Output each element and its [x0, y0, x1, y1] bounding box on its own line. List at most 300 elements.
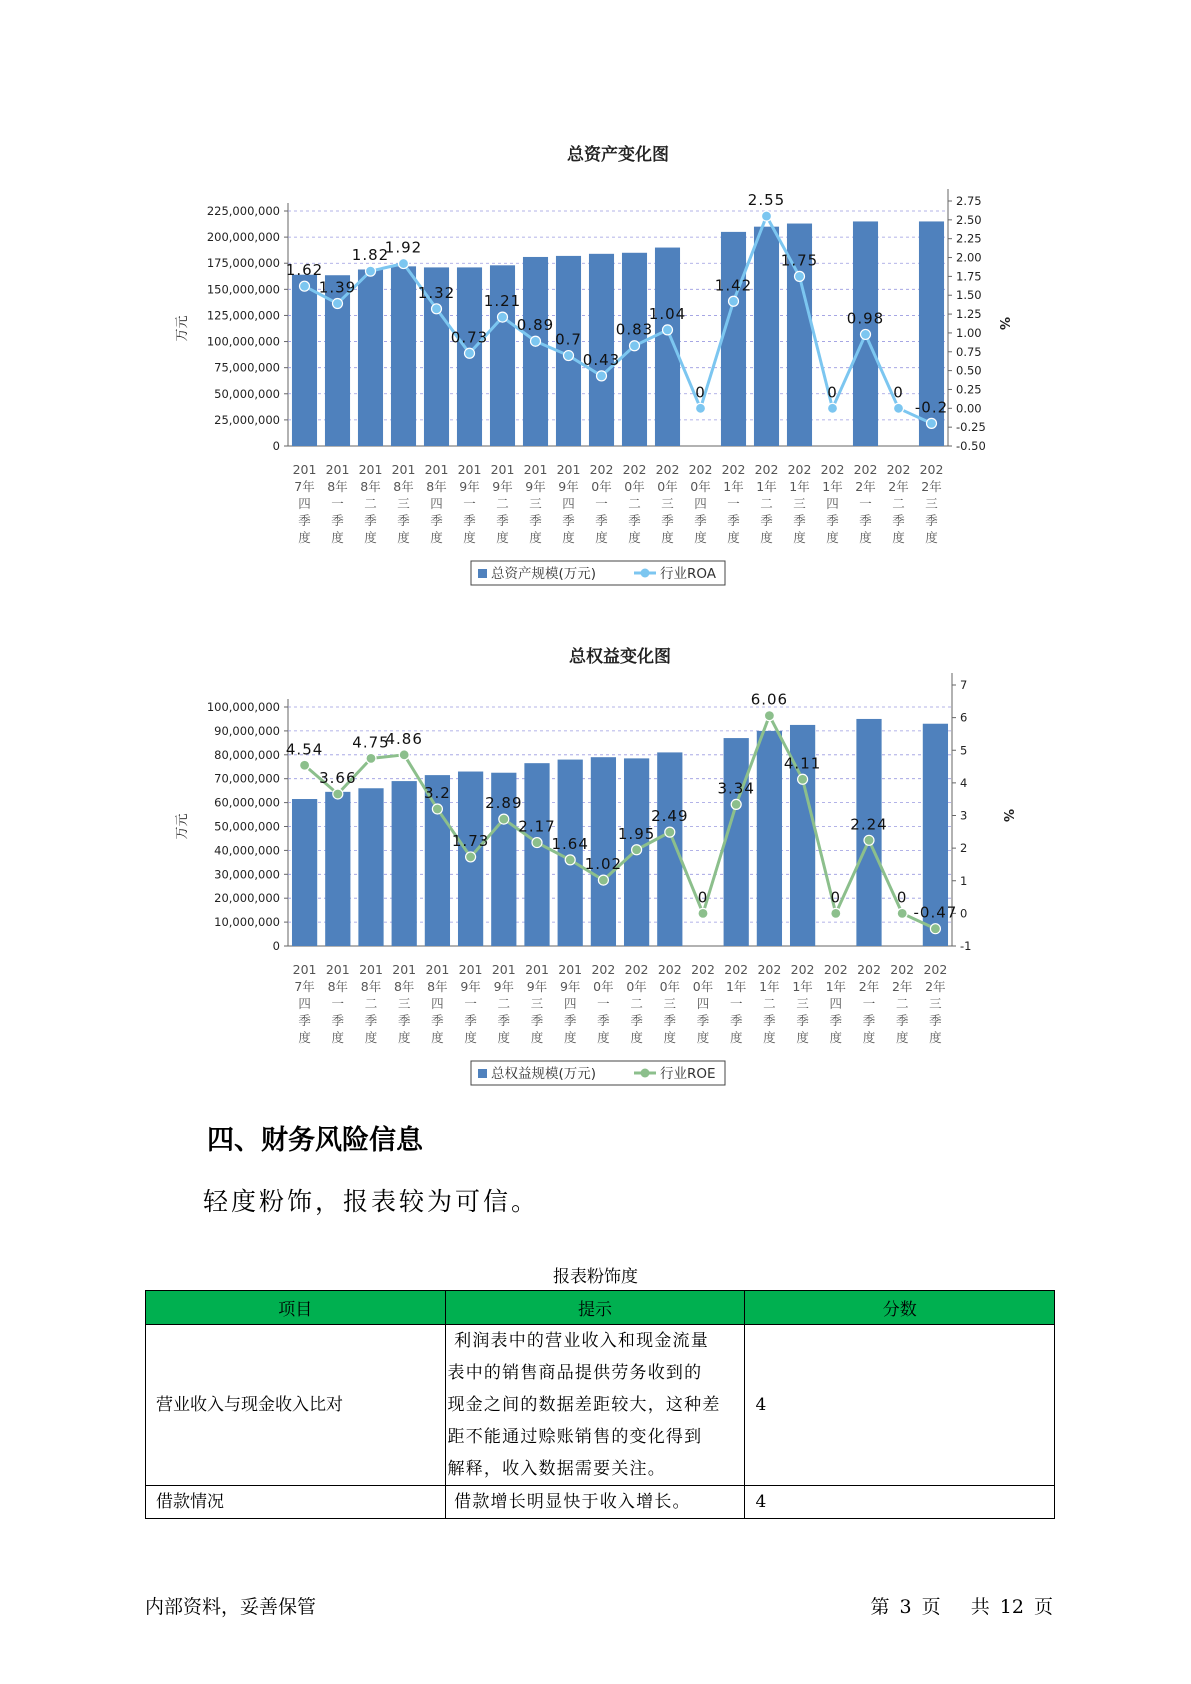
y2-tick-label: 2.00 [956, 250, 982, 265]
data-label: -0.2 [914, 398, 949, 417]
y-tick-label: 20,000,000 [214, 891, 280, 906]
x-tick-label: 三 [397, 496, 410, 511]
line-point [894, 403, 904, 413]
x-tick-label: 季 [925, 513, 938, 528]
x-tick-label: 201 [425, 962, 450, 977]
row-item: 营业收入与现金收入比对 [146, 1325, 446, 1486]
x-tick-label: 2年 [888, 479, 909, 494]
x-tick-label: 季 [529, 513, 542, 528]
x-tick-label: 1年 [825, 979, 847, 994]
line-point [565, 855, 575, 865]
x-tick-label: 2年 [891, 979, 913, 994]
x-tick-label: 度 [563, 1030, 577, 1045]
y-tick-label: 60,000,000 [214, 795, 280, 810]
y2-tick-label: 2 [960, 841, 968, 856]
x-tick-label: 季 [727, 513, 740, 528]
legend-bar-label: 总权益规模(万元) [491, 1066, 597, 1082]
row-score: 4 [745, 1325, 1055, 1486]
y2-tick-label: 4 [960, 775, 968, 790]
x-tick-label: 季 [796, 1013, 809, 1028]
x-tick-label: 202 [591, 962, 616, 977]
line-point [333, 299, 343, 309]
footer-page-number: 第 3 页 共 12 页 [870, 1596, 1053, 1618]
x-tick-label: 0年 [692, 979, 714, 994]
chart-title: 总权益变化图 [569, 647, 671, 667]
y2-tick-label: 0.50 [956, 363, 982, 378]
line-point [864, 835, 874, 845]
hint-line: 现金之间的数据差距较大，这种差 [447, 1395, 721, 1415]
x-tick-label: 2年 [925, 979, 946, 994]
line-point [696, 403, 706, 413]
x-tick-label: 8年 [360, 979, 382, 994]
x-tick-label: 季 [793, 513, 806, 528]
bar [325, 792, 350, 946]
data-label: 0 [827, 383, 838, 402]
data-label: 0.98 [846, 309, 885, 328]
x-tick-label: 一 [729, 996, 743, 1011]
bar [523, 257, 548, 446]
chart-title: 总资产变化图 [567, 145, 669, 165]
x-tick-label: 201 [325, 962, 350, 977]
x-tick-label: 一 [597, 996, 610, 1011]
line-point [665, 827, 675, 837]
data-label: 0.73 [450, 328, 489, 347]
line-point [532, 838, 542, 848]
y-axis-title: 万元 [175, 813, 190, 840]
x-tick-label: 202 [754, 462, 779, 477]
x-tick-label: 度 [829, 1030, 843, 1045]
x-tick-label: 三 [929, 996, 942, 1011]
x-tick-label: 度 [694, 530, 707, 545]
line-point [764, 711, 774, 721]
data-label: 0.43 [582, 350, 621, 369]
x-tick-label: 201 [391, 462, 416, 477]
line-point [795, 271, 805, 281]
table-row [146, 1486, 1055, 1519]
y2-tick-label: 6 [960, 710, 968, 725]
data-label: 1.32 [417, 283, 456, 302]
x-tick-label: 季 [661, 513, 674, 528]
x-tick-label: 8年 [360, 479, 381, 494]
x-tick-label: 0年 [591, 479, 612, 494]
data-label: 0.89 [516, 316, 555, 335]
x-tick-label: 7年 [294, 979, 315, 994]
x-tick-label: 度 [597, 1030, 610, 1045]
data-label: -0.47 [913, 903, 958, 922]
y2-tick-label: 1.75 [956, 269, 982, 284]
x-tick-label: 202 [857, 962, 881, 977]
line-point [300, 760, 310, 770]
data-label: 4.86 [385, 729, 423, 748]
data-label: 2.24 [850, 815, 888, 834]
x-tick-label: 202 [823, 962, 848, 977]
x-tick-label: 201 [558, 962, 583, 977]
x-tick-label: 季 [364, 513, 377, 528]
x-tick-label: 一 [595, 496, 608, 511]
x-tick-label: 季 [397, 1013, 411, 1028]
total-equity-chart [0, 635, 1191, 1100]
x-tick-label: 季 [729, 1013, 743, 1028]
x-tick-label: 0年 [626, 979, 647, 994]
x-tick-label: 9年 [525, 479, 546, 494]
y2-tick-label: 0.75 [956, 344, 982, 359]
line-point [630, 341, 640, 351]
line-point [498, 312, 508, 322]
x-tick-label: 1年 [789, 479, 810, 494]
x-tick-label: 二 [763, 996, 776, 1011]
x-tick-label: 季 [895, 1013, 909, 1028]
data-label: 1.75 [780, 251, 819, 270]
line-point [465, 348, 475, 358]
y-tick-label: 200,000,000 [206, 230, 280, 245]
x-tick-label: 度 [530, 1030, 544, 1045]
y-tick-label: 150,000,000 [206, 282, 280, 297]
x-tick-label: 季 [397, 513, 410, 528]
x-tick-label: 季 [763, 1013, 776, 1028]
x-tick-label: 度 [562, 530, 575, 545]
y-tick-label: 30,000,000 [214, 867, 280, 882]
y-tick-label: 125,000,000 [206, 308, 280, 323]
y-tick-label: 75,000,000 [214, 360, 280, 375]
data-label: 1.73 [451, 831, 490, 850]
hint-line: 借款增长明显快于收入增长。 [447, 1492, 691, 1512]
x-tick-label: 三 [530, 996, 544, 1011]
hint-line: 利润表中的营业收入和现金流量 [447, 1331, 709, 1351]
x-tick-label: 三 [793, 496, 806, 511]
line-point [762, 211, 772, 221]
line-point [930, 924, 940, 934]
y-tick-label: 25,000,000 [214, 412, 280, 427]
x-tick-label: 度 [497, 1030, 511, 1045]
bar [358, 269, 383, 446]
data-label: 4.54 [285, 740, 324, 759]
x-tick-label: 8年 [327, 979, 349, 994]
y2-tick-label: 0 [960, 906, 968, 921]
x-tick-label: 201 [457, 462, 482, 477]
x-tick-label: 四 [430, 496, 443, 511]
x-tick-label: 度 [892, 530, 905, 545]
bar [754, 227, 779, 446]
x-tick-label: 0年 [659, 979, 681, 994]
x-tick-label: 度 [796, 1030, 809, 1045]
y2-tick-label: 2.25 [956, 231, 982, 246]
data-label: 0.83 [615, 320, 654, 339]
x-tick-label: 9年 [526, 979, 548, 994]
x-tick-label: 度 [431, 1030, 444, 1045]
x-tick-label: 三 [663, 996, 677, 1011]
legend-line-marker [641, 569, 650, 578]
y2-tick-label: 5 [960, 743, 968, 758]
x-tick-label: 201 [292, 462, 317, 477]
hint-line: 解释，收入数据需要关注。 [447, 1459, 666, 1479]
x-tick-label: 度 [464, 1030, 477, 1045]
x-tick-label: 一 [463, 496, 476, 511]
y-tick-label: 50,000,000 [214, 386, 280, 401]
x-tick-label: 度 [895, 1030, 909, 1045]
x-tick-label: 202 [923, 962, 948, 977]
x-tick-label: 四 [563, 996, 577, 1011]
x-tick-label: 二 [892, 496, 905, 511]
y2-tick-label: 7 [960, 678, 968, 692]
x-tick-label: 季 [862, 1013, 876, 1028]
legend-bar-label: 总资产规模(万元) [491, 566, 597, 582]
y2-tick-label: 0.00 [956, 401, 982, 416]
x-tick-label: 度 [397, 530, 410, 545]
x-tick-label: 度 [364, 530, 377, 545]
x-tick-label: 202 [820, 462, 845, 477]
x-tick-label: 四 [298, 996, 311, 1011]
x-tick-label: 2年 [855, 479, 876, 494]
x-tick-label: 度 [729, 1030, 743, 1045]
x-tick-label: 一 [859, 496, 872, 511]
row-score: 4 [745, 1486, 1055, 1519]
table-caption: 报表粉饰度 [553, 1267, 638, 1287]
data-label: 1.04 [648, 304, 687, 323]
line-point [729, 296, 739, 306]
x-tick-label: 度 [760, 530, 773, 545]
x-tick-label: 度 [862, 1030, 876, 1045]
data-label: 1.95 [617, 824, 656, 843]
x-tick-label: 度 [298, 1030, 311, 1045]
x-tick-label: 9年 [492, 479, 513, 494]
x-tick-label: 1年 [822, 479, 843, 494]
x-tick-label: 1年 [723, 479, 744, 494]
x-tick-label: 度 [331, 1030, 345, 1045]
data-label: 3.2 [423, 783, 451, 802]
x-tick-label: 2年 [858, 979, 880, 994]
x-tick-label: 9年 [493, 979, 515, 994]
y2-axis-title: % [1000, 808, 1015, 823]
x-tick-label: 8年 [393, 479, 414, 494]
x-tick-label: 度 [628, 530, 641, 545]
line-point [897, 908, 907, 918]
bar [524, 763, 549, 946]
x-tick-label: 202 [624, 962, 649, 977]
data-label: 1.64 [551, 834, 589, 853]
y2-tick-label: -1 [960, 939, 972, 953]
x-tick-label: 202 [622, 462, 647, 477]
y-tick-label: 90,000,000 [214, 723, 280, 738]
x-tick-label: 202 [853, 462, 878, 477]
legend-bar-swatch [478, 569, 487, 578]
data-label: 0 [896, 888, 908, 907]
x-tick-label: 202 [890, 962, 915, 977]
row-hint [445, 1486, 745, 1519]
bar [292, 799, 317, 946]
bar [392, 781, 417, 946]
x-tick-label: 季 [464, 1013, 477, 1028]
x-tick-label: 四 [298, 496, 311, 511]
y-tick-label: 0 [272, 439, 280, 453]
y-tick-label: 80,000,000 [214, 747, 280, 762]
x-tick-label: 一 [862, 996, 876, 1011]
data-label: 0 [695, 383, 706, 402]
x-tick-label: 8年 [327, 479, 348, 494]
x-tick-label: 三 [397, 996, 411, 1011]
x-tick-label: 四 [829, 996, 843, 1011]
x-tick-label: 二 [628, 496, 641, 511]
line-point [798, 774, 808, 784]
y2-axis-title: % [996, 316, 1011, 331]
x-tick-label: 季 [597, 1013, 610, 1028]
y2-tick-label: 3 [960, 808, 968, 823]
x-tick-label: 季 [331, 513, 344, 528]
header-score: 分数 [745, 1291, 1055, 1325]
x-tick-label: 二 [364, 996, 378, 1011]
x-tick-label: 度 [298, 530, 311, 545]
x-tick-label: 1年 [759, 979, 780, 994]
x-tick-label: 季 [628, 513, 641, 528]
footer-confidential: 内部资料，妥善保管 [145, 1596, 317, 1618]
line-point [366, 753, 376, 763]
x-tick-label: 度 [397, 1030, 411, 1045]
x-tick-label: 季 [364, 1013, 378, 1028]
x-tick-label: 度 [826, 530, 839, 545]
x-tick-label: 四 [431, 996, 444, 1011]
data-label: 1.39 [318, 278, 357, 297]
x-tick-label: 201 [424, 462, 449, 477]
x-tick-label: 202 [657, 962, 682, 977]
x-tick-label: 8年 [427, 979, 448, 994]
x-tick-label: 度 [727, 530, 740, 545]
x-tick-label: 8年 [426, 479, 447, 494]
y2-tick-label: 1.00 [956, 325, 982, 340]
line-point [432, 804, 442, 814]
data-label: 0 [697, 888, 709, 907]
x-tick-label: 季 [859, 513, 872, 528]
x-tick-label: 0年 [593, 979, 614, 994]
x-tick-label: 度 [663, 1030, 677, 1045]
y-axis-title: 万元 [175, 315, 190, 342]
bar [657, 752, 682, 946]
line-point [366, 266, 376, 276]
header-item: 项目 [146, 1291, 446, 1325]
bar [591, 757, 616, 946]
y2-tick-label: 2.75 [956, 194, 982, 208]
x-tick-label: 三 [796, 996, 809, 1011]
x-tick-label: 202 [790, 962, 815, 977]
y2-tick-label: 1 [960, 873, 968, 888]
risk-summary: 轻度粉饰，报表较为可信。 [203, 1187, 540, 1216]
x-tick-label: 季 [298, 1013, 311, 1028]
table-row [146, 1325, 1055, 1486]
x-tick-label: 202 [724, 962, 749, 977]
hint-line: 表中的销售商品提供劳务收到的 [447, 1363, 703, 1383]
x-tick-label: 一 [331, 496, 344, 511]
x-tick-label: 季 [829, 1013, 843, 1028]
line-point [564, 351, 574, 361]
x-tick-label: 度 [463, 530, 476, 545]
x-tick-label: 201 [556, 462, 581, 477]
x-tick-label: 度 [595, 530, 608, 545]
x-tick-label: 201 [458, 962, 483, 977]
x-tick-label: 度 [763, 1030, 776, 1045]
x-tick-label: 9年 [558, 479, 579, 494]
x-tick-label: 0年 [624, 479, 645, 494]
x-tick-label: 7年 [294, 479, 315, 494]
x-tick-label: 二 [497, 996, 511, 1011]
x-tick-label: 季 [892, 513, 905, 528]
data-label: 6.06 [750, 690, 789, 709]
header-hint: 提示 [445, 1291, 745, 1325]
x-tick-label: 季 [760, 513, 773, 528]
x-tick-label: 季 [331, 1013, 345, 1028]
data-label: 4.75 [352, 733, 390, 752]
x-tick-label: 四 [562, 496, 575, 511]
x-tick-label: 度 [793, 530, 806, 545]
x-tick-label: 二 [895, 996, 909, 1011]
y2-tick-label: 0.25 [956, 382, 982, 397]
line-point [828, 403, 838, 413]
y-tick-label: 100,000,000 [206, 334, 280, 349]
x-tick-label: 1年 [792, 979, 813, 994]
line-point [731, 799, 741, 809]
y-tick-label: 175,000,000 [206, 256, 280, 271]
line-point [399, 259, 409, 269]
x-tick-label: 8年 [393, 979, 415, 994]
data-label: 2.17 [518, 817, 556, 836]
line-point [663, 325, 673, 335]
y-tick-label: 100,000,000 [206, 700, 280, 714]
total-assets-chart [0, 135, 1191, 600]
y-tick-label: 10,000,000 [214, 915, 280, 930]
data-label: 3.34 [717, 779, 755, 798]
line-point [927, 418, 937, 428]
line-point [597, 371, 607, 381]
section-heading: 四、财务风险信息 [207, 1125, 423, 1156]
data-label: 1.42 [714, 276, 753, 295]
x-tick-label: 度 [529, 530, 542, 545]
line-point [861, 329, 871, 339]
x-tick-label: 二 [630, 996, 643, 1011]
y-tick-label: 70,000,000 [214, 771, 280, 786]
line-point [333, 789, 343, 799]
x-tick-label: 201 [523, 462, 548, 477]
x-tick-label: 202 [787, 462, 812, 477]
x-tick-label: 202 [886, 462, 911, 477]
x-tick-label: 季 [497, 1013, 511, 1028]
row-item: 借款情况 [146, 1486, 446, 1519]
x-tick-label: 度 [496, 530, 509, 545]
x-tick-label: 四 [694, 496, 707, 511]
x-tick-label: 2年 [921, 479, 942, 494]
y-tick-label: 0 [272, 939, 280, 953]
data-label: 2.89 [485, 794, 523, 813]
y2-tick-label: 2.50 [956, 212, 982, 227]
data-label: 0.7 [555, 330, 582, 349]
line-point [831, 908, 841, 918]
x-tick-label: 一 [331, 996, 345, 1011]
x-tick-label: 202 [919, 462, 944, 477]
x-tick-label: 季 [696, 1013, 710, 1028]
x-tick-label: 季 [630, 1013, 643, 1028]
line-point [399, 750, 409, 760]
x-tick-label: 202 [691, 962, 715, 977]
legend-line-label: 行业ROE [660, 1066, 716, 1082]
x-tick-label: 202 [721, 462, 746, 477]
row-hint [445, 1325, 745, 1486]
x-tick-label: 季 [826, 513, 839, 528]
x-tick-label: 度 [859, 530, 872, 545]
x-tick-label: 9年 [559, 979, 581, 994]
data-label: 1.92 [384, 238, 423, 257]
data-label: 1.21 [483, 292, 522, 311]
x-tick-label: 度 [925, 530, 938, 545]
bar [655, 248, 680, 446]
x-tick-label: 度 [929, 1030, 942, 1045]
x-tick-label: 四 [826, 496, 839, 511]
data-label: 1.62 [285, 261, 324, 280]
